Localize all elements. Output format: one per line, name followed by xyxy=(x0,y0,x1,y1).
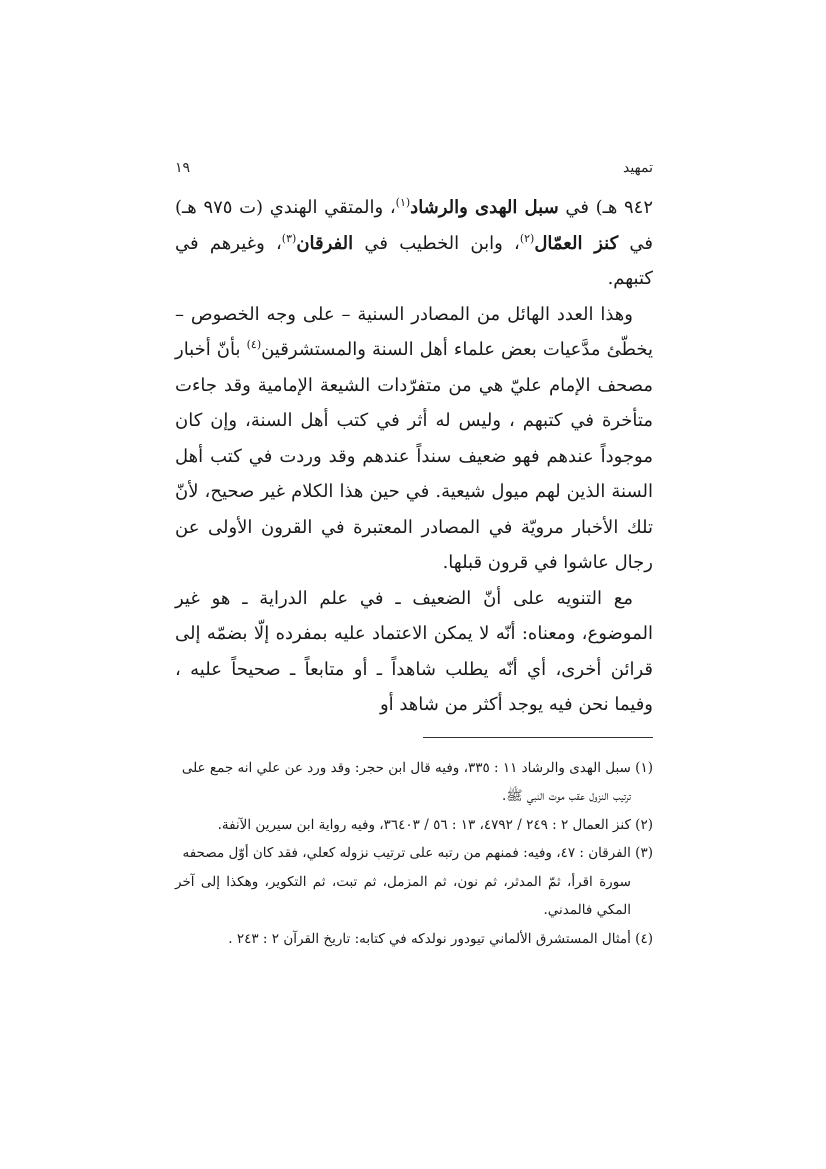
footnote-number: (٣) xyxy=(635,845,653,861)
footnote-number: (١) xyxy=(635,759,653,776)
book-title-kanz: كنز العمّال xyxy=(534,232,619,254)
footnote-text: الفرقان : ٤٧، وفيه: فمنهم من رتبه على ترتيب نزوله كعلي، فقد كان أوّل مصحفه xyxy=(182,845,631,861)
footnote-2 xyxy=(175,811,653,840)
book-title-subul: سبل الهدى والرشاد xyxy=(410,197,559,218)
footnote-continuation: ترتيب النزول عقب موت النبي ﷺ. xyxy=(501,788,631,804)
p1-text-3: ، وابن الخطيب في xyxy=(353,232,520,254)
footnote-ref-2[interactable]: (٢) xyxy=(519,231,535,245)
footnote-text: كنز العمال ٢ : ٢٤٩ / ٤٧٩٢، ١٣ : ٥٦ / ٣٦٤٠٣، وفيه رواية ابن سيرين الآنفة. xyxy=(217,816,631,833)
book-page xyxy=(175,160,653,953)
footnote-3 xyxy=(175,839,653,925)
footnotes xyxy=(175,754,653,954)
paragraph-2 xyxy=(175,297,653,581)
footnote-text: أمثال المستشرق الألماني تيودور نولدكه في كتابه: تاريخ القرآن ٢ : ٢٤٣ . xyxy=(228,930,631,947)
footnote-number: (٢) xyxy=(635,816,653,833)
footnote-4 xyxy=(175,925,653,954)
footnote-ref-4[interactable]: (٤) xyxy=(246,338,262,351)
p1-text-2: ، والمتقي الهندي (ت ٩٧٥ هـ) في xyxy=(175,197,653,254)
main-text xyxy=(175,190,653,723)
book-title-furqan: الفرقان xyxy=(296,232,354,254)
footnote-text: سبل الهدى والرشاد ١١ : ٣٣٥، وفيه قال ابن حجر: وقد ورد عن علي انه جمع على xyxy=(181,759,631,776)
p2-text-1: وهذا العدد الهائل من المصادر السنية – على وجه الخصوص – يخطّئ مدَّعيات بعض علماء أهل السنة والمستشرقين xyxy=(175,303,653,360)
paragraph-3: مع التنويه على أنّ الضعيف ـ في علم الدراية ـ هو غير الموضوع، ومعناه: أنّه لا يمكن الاعتماد عليه بمفرده إلّا بضمّه إلى قرائن أخرى، أي أنّه يطلب شاهداً ـ أو متابعاً ـ صحيحاً عليه ، وفيما نحن فيه يوجد أكثر من شاهد أو xyxy=(175,587,653,715)
footnote-1 xyxy=(175,754,653,811)
footnote-number: (٤) xyxy=(635,930,653,947)
p2-text-2: بأنّ أخبار مصحف الإمام عليّ هي من متفرّدات الشيعة الإمامية وقد جاءت متأخرة في كتبهم ، وليس له أثر في كتب أهل السنة، وإن كان موجوداً عندهم فهو ضعيف سنداً عندهم وقد وردت في كتب أهل السنة الذين لهم ميول شيعية. في حين هذا الكلام غير صحيح، لأنّ تلك الأخبار مرويّة في المصادر المعتبرة في القرون الأولى عن رجال عاشوا في قرون قبلها. xyxy=(175,339,653,573)
footnote-separator xyxy=(423,737,653,738)
footnote-ref-3[interactable]: (٣) xyxy=(281,231,297,245)
p1-text-4: ، وغيرهم في كتبهم. xyxy=(175,232,653,289)
chapter-title: تمهيد xyxy=(622,160,653,176)
paragraph-1 xyxy=(175,190,653,297)
footnote-continuation: سورة اقرأ، ثمّ المدثر، ثم نون، ثم المزمل، ثم تبت، ثم التكوير، وهكذا إلى آخر المكي فالمدني. xyxy=(175,873,631,918)
running-header xyxy=(175,160,653,190)
p1-text-1: ٩٤٢ هـ) في xyxy=(558,197,654,218)
page-number: ١٩ xyxy=(175,160,191,176)
footnote-ref-1[interactable]: (١) xyxy=(395,196,411,209)
